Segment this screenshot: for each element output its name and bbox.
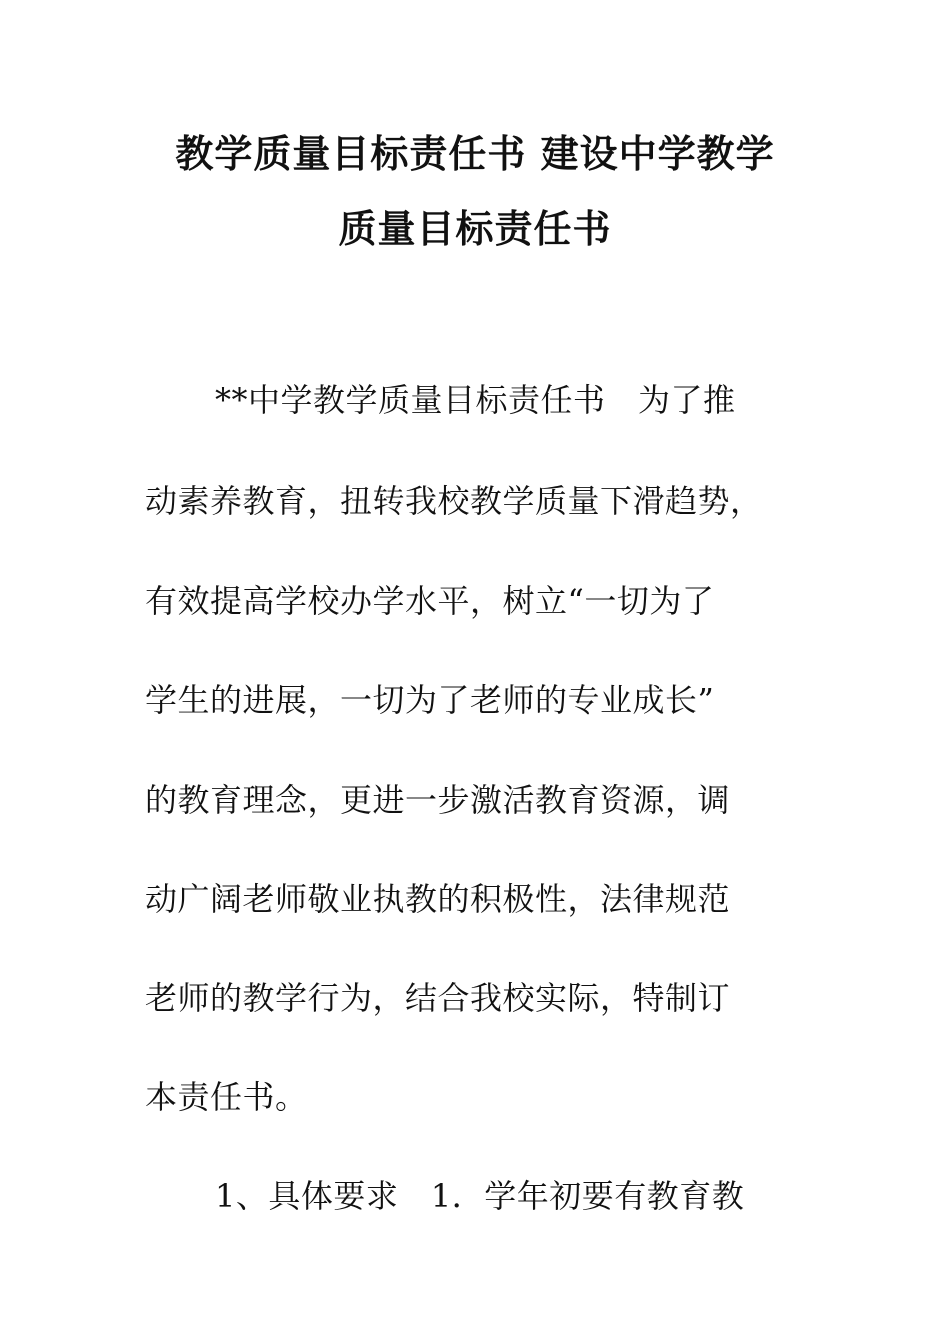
paragraph-line-3: 有效提高学校办学水平，树立“一切为了 <box>145 582 715 620</box>
paragraph-line-1: **中学教学质量目标责任书 为了推 <box>215 381 736 419</box>
paragraph-line-6: 动广阔老师敬业执教的积极性，法律规范 <box>145 880 731 918</box>
paragraph-line-5: 的教育理念，更进一步激活教育资源，调 <box>145 781 731 819</box>
paragraph-line-2: 动素养教育，扭转我校教学质量下滑趋势， <box>145 482 763 520</box>
section-heading-line: 1、具体要求 1．学年初要有教育教 <box>215 1177 745 1215</box>
paragraph-line-4: 学生的进展，一切为了老师的专业成长” <box>145 681 715 719</box>
paragraph-line-7: 老师的教学行为，结合我校实际，特制订 <box>145 979 731 1017</box>
document-title-line-2: 质量目标责任书 <box>338 207 612 251</box>
document-title-line-1: 教学质量目标责任书 建设中学教学 <box>175 132 775 176</box>
paragraph-line-8: 本责任书。 <box>145 1078 308 1116</box>
